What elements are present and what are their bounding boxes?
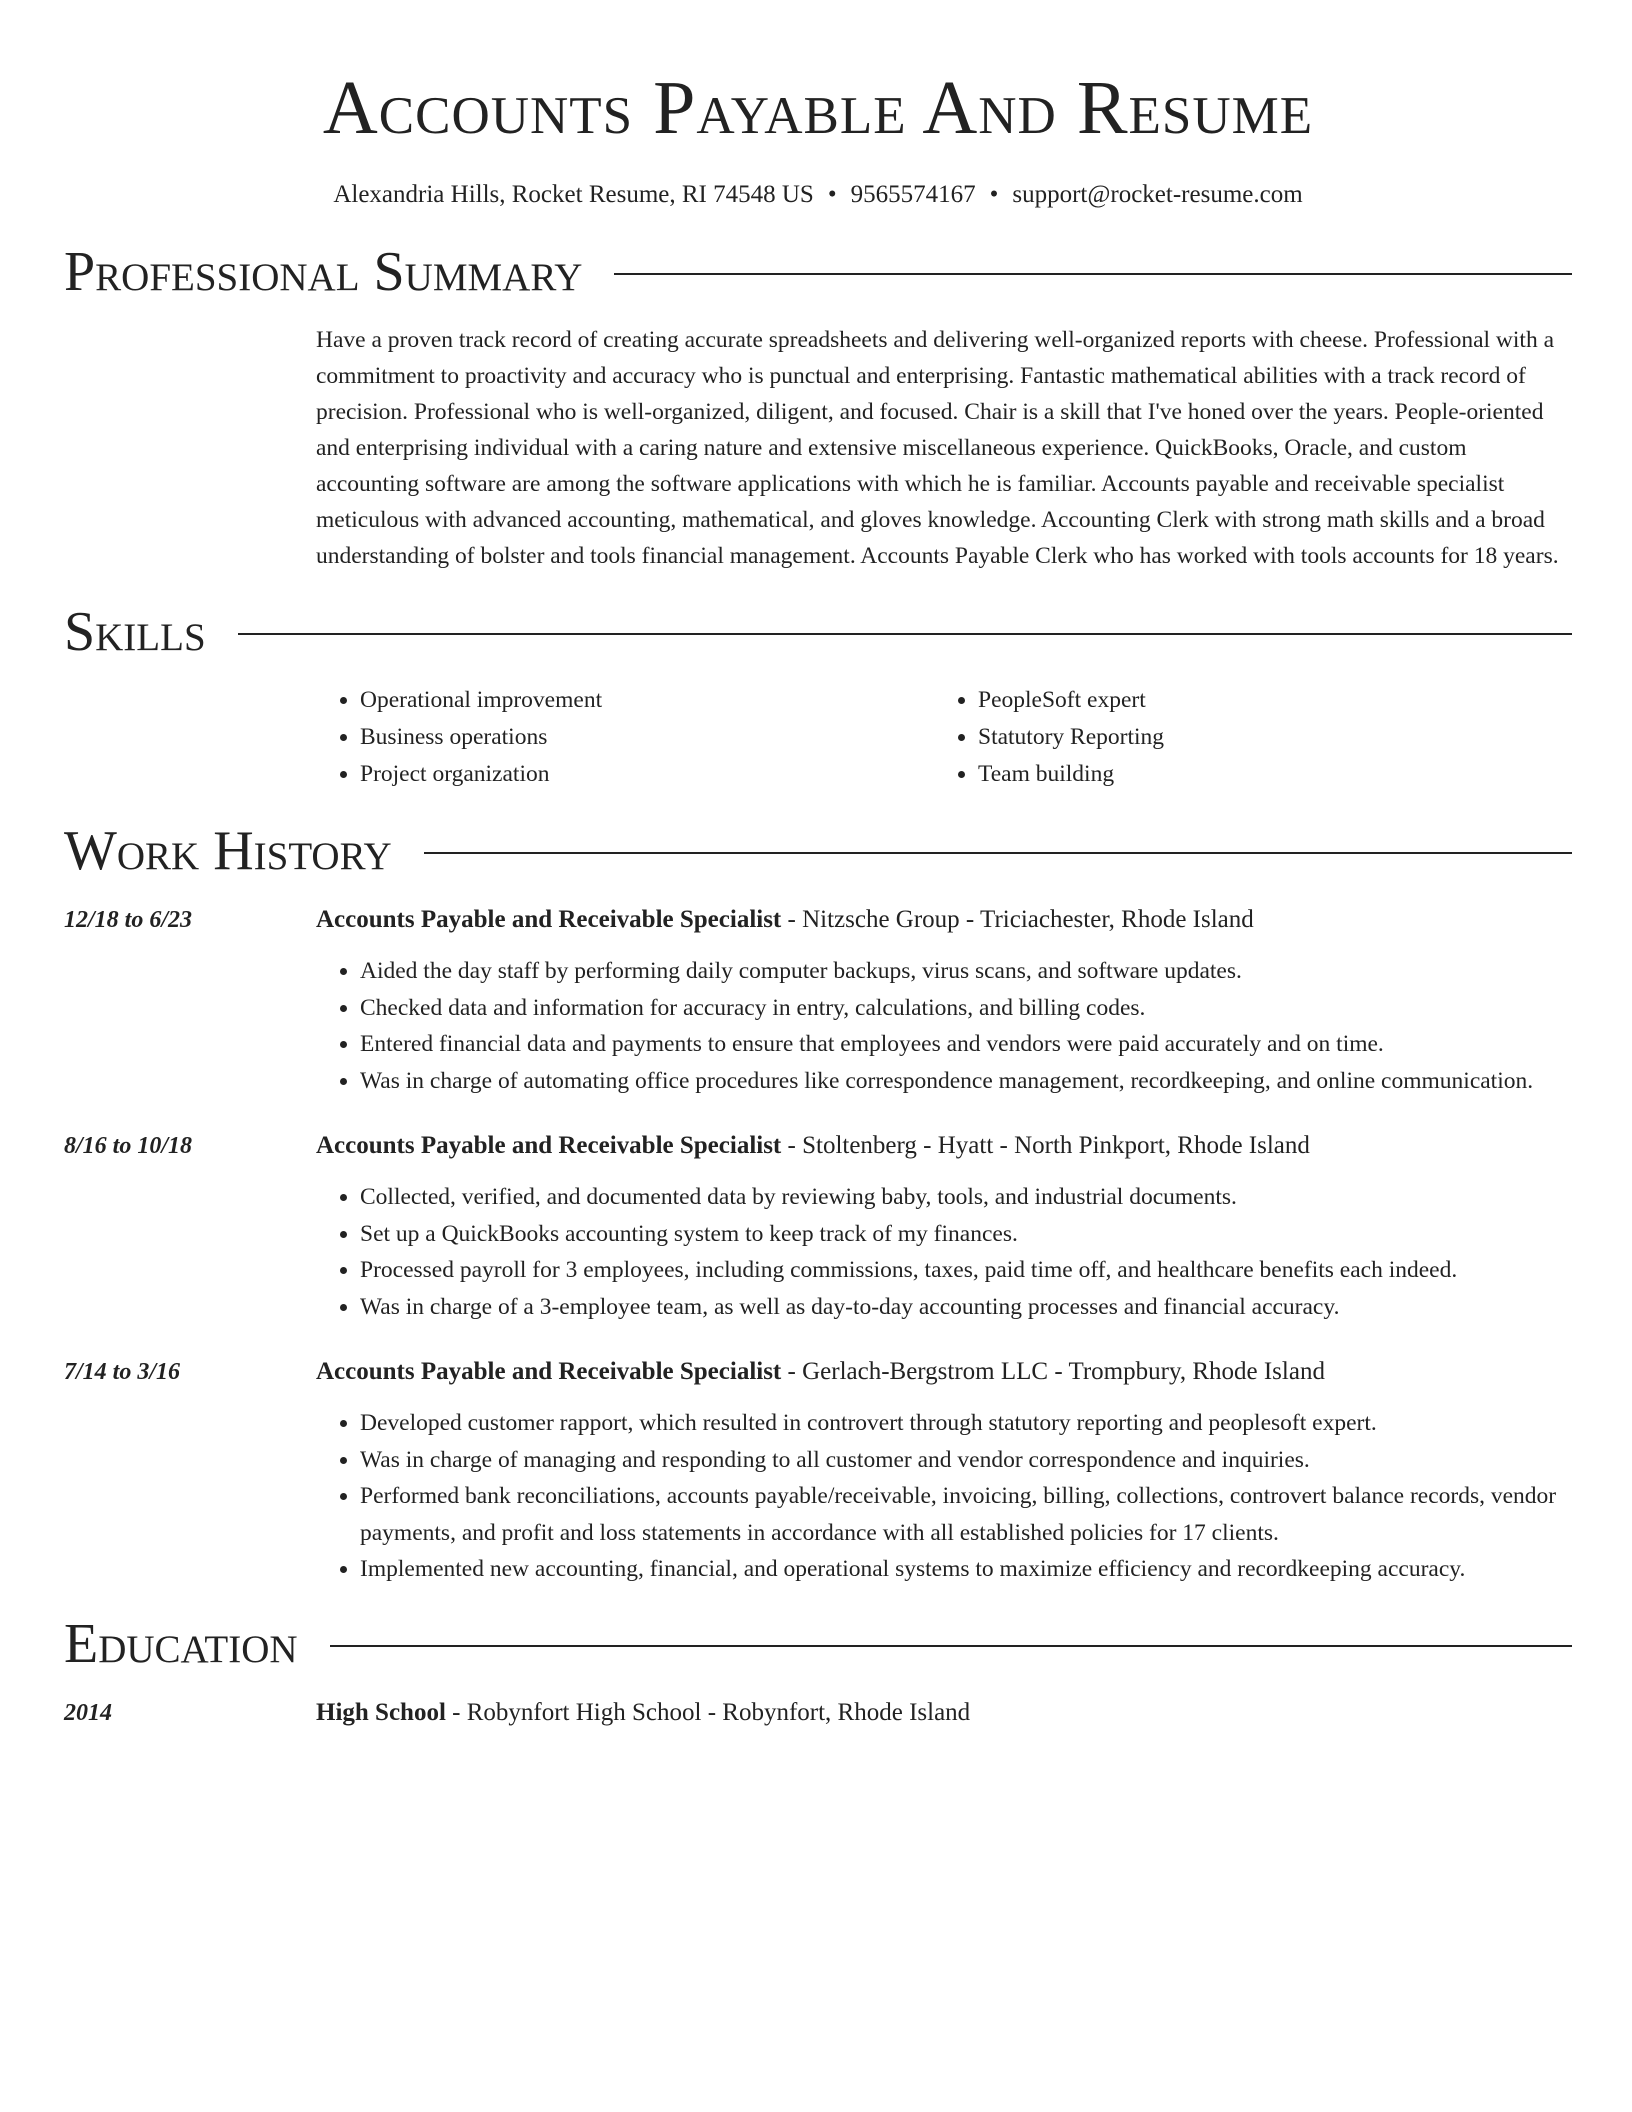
- job-employer: - Nitzsche Group - Triciachester, Rhode Island: [781, 906, 1254, 933]
- education-heading-line: [316, 1694, 970, 1732]
- job-title: Accounts Payable and Receivable Specialist: [316, 906, 782, 933]
- job-bullet: • Entered financial data and payments to ensure that employees and vendors were paid accurately and on time.: [360, 1026, 1572, 1063]
- job-heading: [316, 1353, 1572, 1391]
- summary-section-header: [64, 240, 1572, 304]
- section-divider: [330, 1645, 1572, 1647]
- skills-list: [316, 682, 1572, 793]
- job-dates: 8/16 to 10/18: [64, 1133, 193, 1159]
- job-entry: [64, 901, 1572, 1099]
- job-bullet: • Was in charge of a 3-employee team, as well as day-to-day accounting processes and financial accuracy.: [360, 1289, 1572, 1326]
- job-bullet: • Collected, verified, and documented data by reviewing baby, tools, and industrial documents.: [360, 1179, 1572, 1216]
- education-date: 2014: [64, 1699, 112, 1726]
- job-bullet: • Set up a QuickBooks accounting system to keep track of my finances.: [360, 1216, 1572, 1253]
- contact-email: support@rocket-resume.com: [1012, 181, 1303, 208]
- skills-heading: Skills: [64, 601, 206, 663]
- work-heading: Work History: [64, 820, 392, 882]
- summary-heading: Professional Summary: [64, 241, 583, 303]
- skill-item: • Statutory Reporting: [978, 719, 1552, 756]
- job-dates: 12/18 to 6/23: [64, 907, 193, 933]
- job-bullet: • Developed customer rapport, which resulted in controvert through statutory reporting and peoplesoft expert.: [360, 1405, 1572, 1442]
- job-entry: [64, 1127, 1572, 1325]
- skill-item: • Business operations: [360, 719, 934, 756]
- skill-item: • Project organization: [360, 756, 934, 793]
- contact-separator: •: [827, 181, 837, 208]
- summary-text: Have a proven track record of creating accurate spreadsheets and delivering well-organized reports with cheese. Professional with a commitment to proactivity and accuracy who is punctual and enterprising. Fantastic mathematical abilities with a track record of precision. Professional who is well-organized, diligent, and focused. Chair is a skill that I've honed over the years. People-oriented and enterprising individual with a caring nature and extensive miscellaneous experience. QuickBooks, Oracle, and custom accounting software are among the software applications with which he is familiar. Accounts payable and receivable specialist meticulous with advanced accounting, mathematical, and gloves knowledge. Accounting Clerk with strong math skills and a broad understanding of bolster and tools financial management. Accounts Payable Clerk who has worked with tools accounts for 18 years.: [316, 327, 1559, 569]
- resume-title: Accounts Payable And Resume: [322, 66, 1314, 150]
- job-dates: 7/14 to 3/16: [64, 1359, 181, 1385]
- contact-address: Alexandria Hills, Rocket Resume, RI 74548 US: [333, 181, 814, 208]
- job-bullet: • Was in charge of managing and responding to all customer and vendor correspondence and inquiries.: [360, 1442, 1572, 1479]
- job-bullets: [316, 1405, 1572, 1588]
- skills-section-header: [64, 600, 1572, 664]
- job-title: Accounts Payable and Receivable Specialist: [316, 1132, 782, 1159]
- job-entry: [64, 1353, 1572, 1588]
- skills-column-right: [934, 682, 1552, 793]
- job-bullet: • Implemented new accounting, financial, and operational systems to maximize efficiency and recordkeeping accuracy.: [360, 1551, 1572, 1588]
- job-bullet: • Processed payroll for 3 employees, including commissions, taxes, paid time off, and healthcare benefits each indeed.: [360, 1252, 1572, 1289]
- education-school: - Robynfort High School - Robynfort, Rhode Island: [445, 1698, 971, 1726]
- job-title: Accounts Payable and Receivable Specialist: [316, 1358, 782, 1385]
- job-bullets: [316, 1179, 1572, 1325]
- work-section-header: [64, 819, 1572, 883]
- resume-page: [64, 0, 1572, 1732]
- contact-line: [64, 178, 1572, 212]
- skill-item: • Operational improvement: [360, 682, 934, 719]
- skills-column-left: [316, 682, 934, 793]
- job-heading: [316, 901, 1572, 939]
- education-heading: Education: [64, 1612, 298, 1675]
- section-divider: [424, 852, 1572, 854]
- job-bullet: • Was in charge of automating office procedures like correspondence management, recordkeeping, and online communication.: [360, 1063, 1572, 1100]
- job-bullets: [316, 953, 1572, 1099]
- skill-item: • PeopleSoft expert: [978, 682, 1552, 719]
- job-heading: [316, 1127, 1572, 1165]
- contact-separator: •: [989, 181, 999, 208]
- skill-item: • Team building: [978, 756, 1552, 793]
- education-entry: [64, 1694, 1572, 1732]
- job-employer: - Gerlach-Bergstrom LLC - Trompbury, Rhode Island: [781, 1358, 1325, 1385]
- education-section-header: [64, 1612, 1572, 1676]
- job-bullet: • Checked data and information for accuracy in entry, calculations, and billing codes.: [360, 990, 1572, 1027]
- job-bullet: • Performed bank reconciliations, accounts payable/receivable, invoicing, billing, collections, controvert balance records, vendor payments, and profit and loss statements in accordance with all established policies for 17 clients.: [360, 1478, 1572, 1551]
- section-divider: [238, 633, 1572, 635]
- job-bullet: • Aided the day staff by performing daily computer backups, virus scans, and software updates.: [360, 953, 1572, 990]
- section-divider: [614, 273, 1572, 275]
- education-degree: High School: [316, 1698, 446, 1726]
- contact-phone: 9565574167: [850, 181, 976, 208]
- job-employer: - Stoltenberg - Hyatt - North Pinkport, Rhode Island: [781, 1132, 1310, 1159]
